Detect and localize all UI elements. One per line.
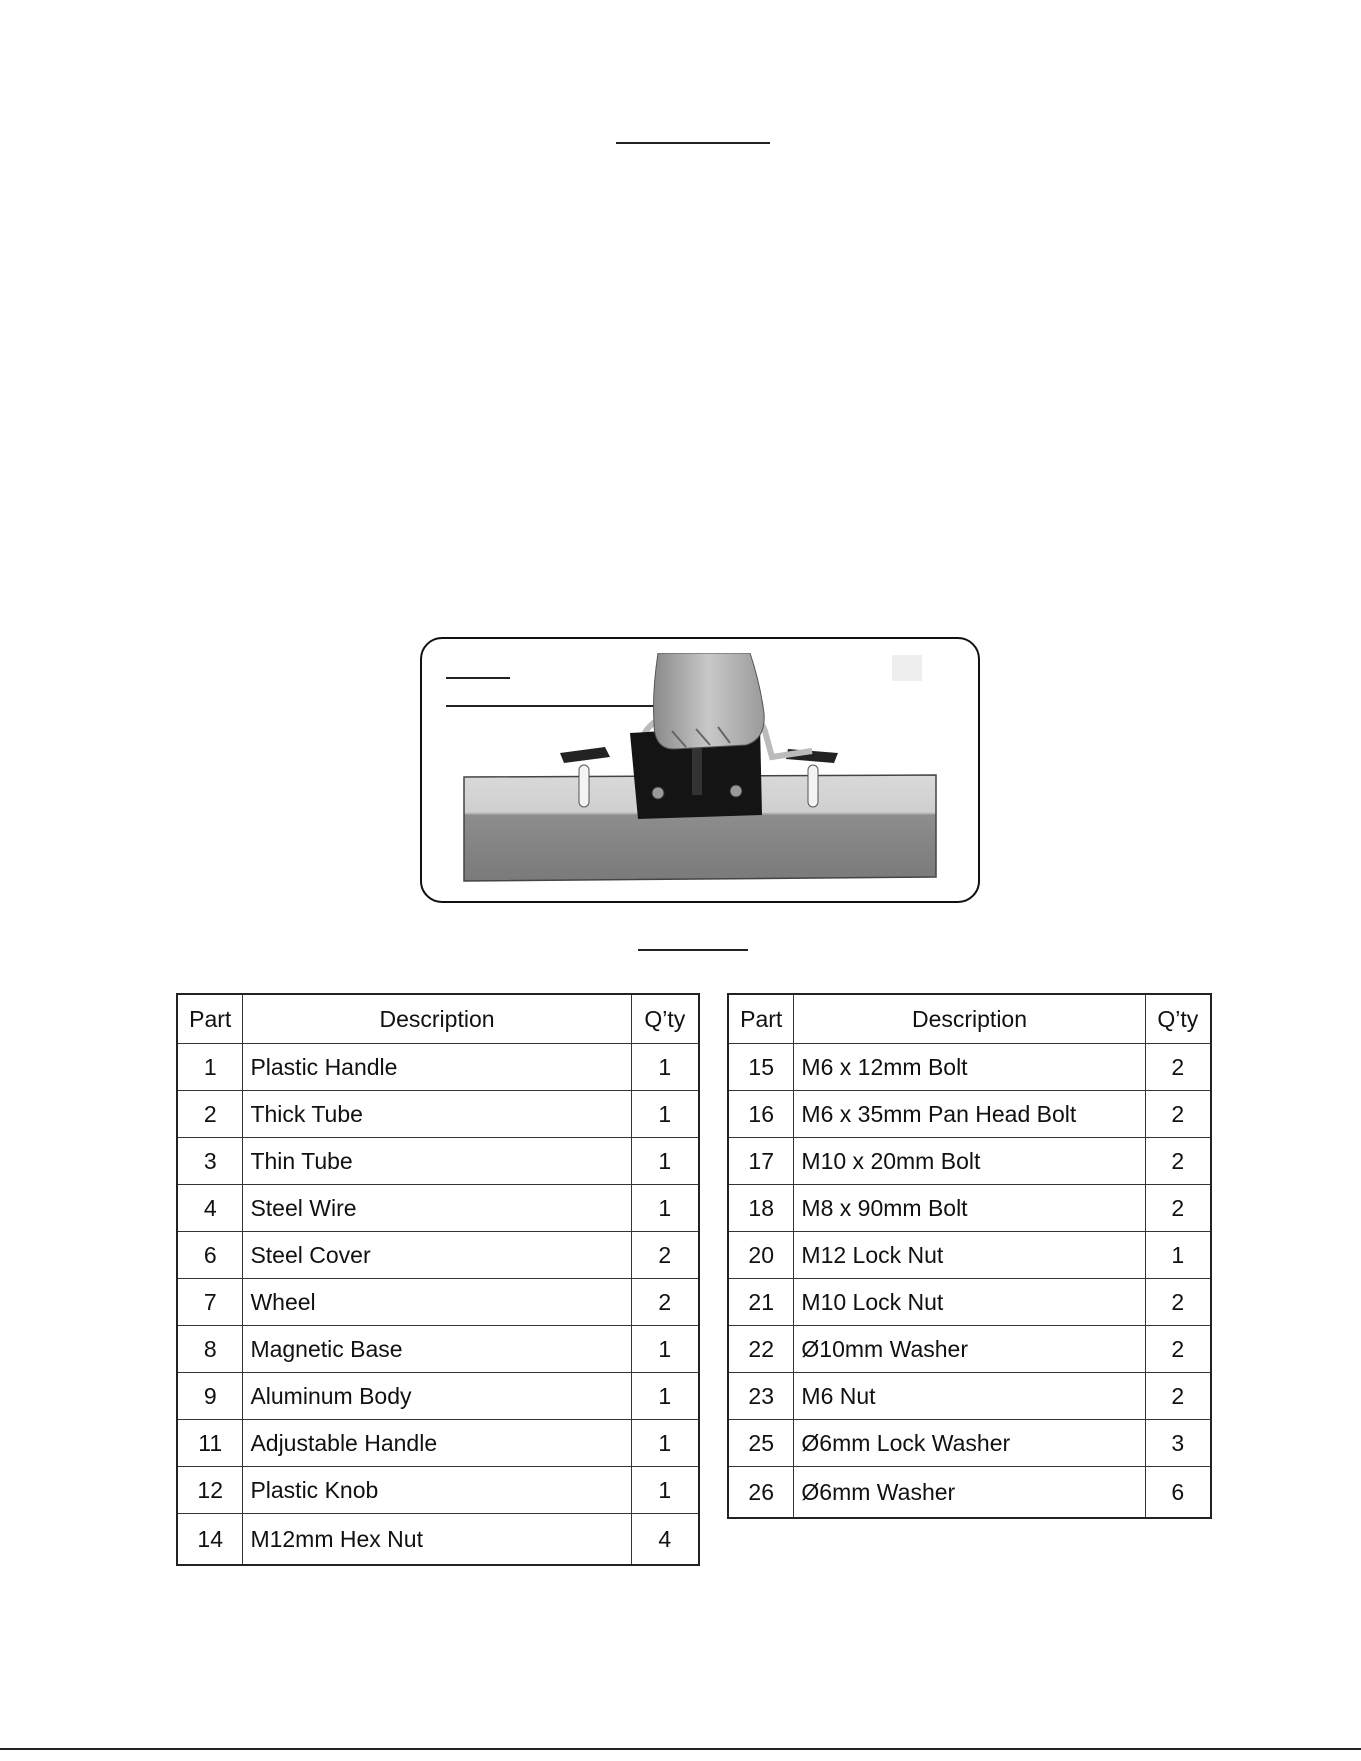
quantity-cell: 1 [631, 1044, 699, 1091]
description-cell: M8 x 90mm Bolt [794, 1185, 1145, 1232]
part-number-cell: 6 [177, 1232, 243, 1279]
table-row [728, 1044, 1211, 1091]
description-cell: Thick Tube [243, 1091, 631, 1138]
heading-underline [616, 142, 770, 144]
part-number-cell: 25 [728, 1420, 794, 1467]
part-header: Part [728, 994, 794, 1044]
table-row [177, 1185, 699, 1232]
table-row [177, 1326, 699, 1373]
description-cell: M10 x 20mm Bolt [794, 1138, 1145, 1185]
table-header-row [728, 994, 1211, 1044]
description-cell: Ø6mm Lock Washer [794, 1420, 1145, 1467]
part-number-cell: 7 [177, 1279, 243, 1326]
description-cell: Ø6mm Washer [794, 1467, 1145, 1519]
table-row [728, 1420, 1211, 1467]
quantity-cell: 3 [1145, 1420, 1211, 1467]
part-number-cell: 3 [177, 1138, 243, 1185]
quantity-cell: 6 [1145, 1467, 1211, 1519]
parts-table-left-body [177, 1044, 699, 1566]
description-cell: M6 Nut [794, 1373, 1145, 1420]
table-row [728, 1185, 1211, 1232]
part-number-cell: 8 [177, 1326, 243, 1373]
part-number-cell: 17 [728, 1138, 794, 1185]
table-row [728, 1326, 1211, 1373]
part-number-cell: 15 [728, 1044, 794, 1091]
qty-header: Q’ty [631, 994, 699, 1044]
quantity-cell: 4 [631, 1514, 699, 1566]
part-number-cell: 16 [728, 1091, 794, 1138]
quantity-cell: 1 [1145, 1232, 1211, 1279]
part-number-cell: 12 [177, 1467, 243, 1514]
part-number-cell: 1 [177, 1044, 243, 1091]
table-header-row [177, 994, 699, 1044]
table-row [177, 1138, 699, 1185]
quantity-cell: 2 [1145, 1044, 1211, 1091]
part-number-cell: 22 [728, 1326, 794, 1373]
table-row [728, 1373, 1211, 1420]
quantity-cell: 1 [631, 1467, 699, 1514]
quantity-cell: 2 [1145, 1185, 1211, 1232]
part-header: Part [177, 994, 243, 1044]
quantity-cell: 1 [631, 1373, 699, 1420]
quantity-cell: 1 [631, 1326, 699, 1373]
quantity-cell: 2 [631, 1279, 699, 1326]
quantity-cell: 2 [1145, 1091, 1211, 1138]
quantity-cell: 2 [1145, 1279, 1211, 1326]
table-row [177, 1514, 699, 1566]
part-number-cell: 14 [177, 1514, 243, 1566]
description-cell: Steel Cover [243, 1232, 631, 1279]
quantity-cell: 1 [631, 1185, 699, 1232]
part-number-cell: 20 [728, 1232, 794, 1279]
description-cell: M10 Lock Nut [794, 1279, 1145, 1326]
description-cell: Aluminum Body [243, 1373, 631, 1420]
table-row [728, 1091, 1211, 1138]
part-number-cell: 2 [177, 1091, 243, 1138]
table-row [177, 1373, 699, 1420]
description-cell: Magnetic Base [243, 1326, 631, 1373]
table-heading-underline [638, 949, 748, 951]
handle-bracket-photo [460, 653, 940, 883]
description-cell: Steel Wire [243, 1185, 631, 1232]
quantity-cell: 2 [1145, 1326, 1211, 1373]
part-number-cell: 21 [728, 1279, 794, 1326]
description-cell: M12mm Hex Nut [243, 1514, 631, 1566]
table-row [177, 1091, 699, 1138]
table-row [728, 1279, 1211, 1326]
table-row [177, 1420, 699, 1467]
table-row [177, 1044, 699, 1091]
description-cell: Plastic Handle [243, 1044, 631, 1091]
quantity-cell: 1 [631, 1138, 699, 1185]
part-number-cell: 23 [728, 1373, 794, 1420]
description-cell: Thin Tube [243, 1138, 631, 1185]
parts-table-right-body [728, 1044, 1211, 1519]
description-header: Description [243, 994, 631, 1044]
quantity-cell: 1 [631, 1420, 699, 1467]
footer-rule [0, 1748, 1361, 1750]
description-cell: M6 x 12mm Bolt [794, 1044, 1145, 1091]
description-cell: Adjustable Handle [243, 1420, 631, 1467]
table-row [728, 1232, 1211, 1279]
description-cell: Ø10mm Washer [794, 1326, 1145, 1373]
description-cell: Wheel [243, 1279, 631, 1326]
part-number-cell: 4 [177, 1185, 243, 1232]
description-cell: M6 x 35mm Pan Head Bolt [794, 1091, 1145, 1138]
part-number-cell: 18 [728, 1185, 794, 1232]
description-header: Description [794, 994, 1145, 1044]
parts-table-left [176, 993, 700, 1566]
part-number-cell: 9 [177, 1373, 243, 1420]
parts-table-right [727, 993, 1212, 1519]
table-row [177, 1279, 699, 1326]
figure-frame [420, 637, 980, 903]
quantity-cell: 2 [1145, 1373, 1211, 1420]
description-cell: M12 Lock Nut [794, 1232, 1145, 1279]
part-number-cell: 26 [728, 1467, 794, 1519]
part-number-cell: 11 [177, 1420, 243, 1467]
quantity-cell: 2 [631, 1232, 699, 1279]
description-cell: Plastic Knob [243, 1467, 631, 1514]
table-row [177, 1467, 699, 1514]
quantity-cell: 2 [1145, 1138, 1211, 1185]
table-row [728, 1138, 1211, 1185]
table-row [177, 1232, 699, 1279]
quantity-cell: 1 [631, 1091, 699, 1138]
table-row [728, 1467, 1211, 1519]
qty-header: Q’ty [1145, 994, 1211, 1044]
